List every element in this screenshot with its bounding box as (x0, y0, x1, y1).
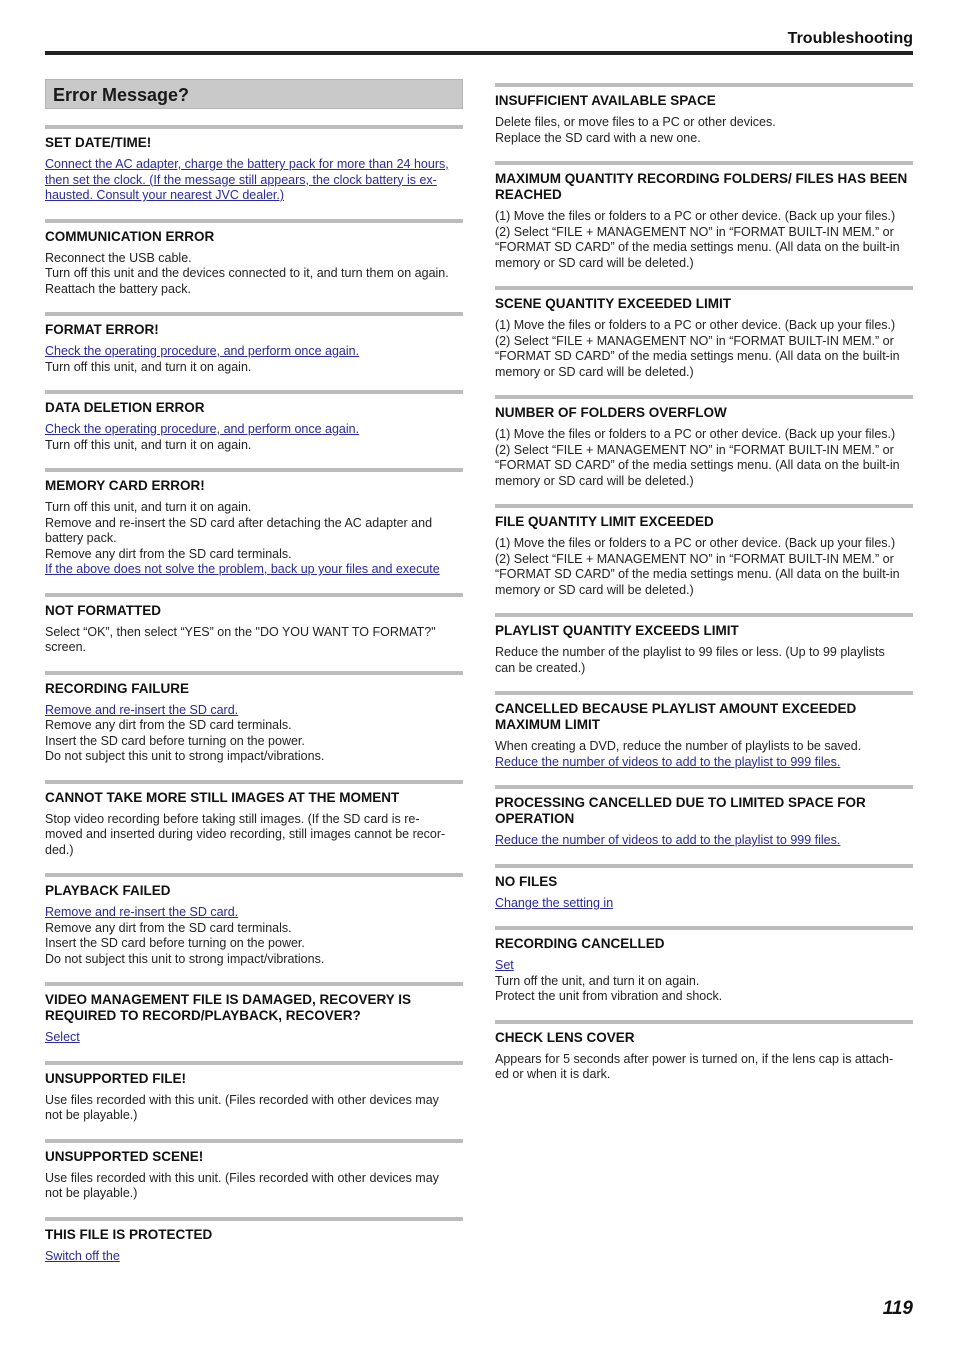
description-text: (2) Select “FILE + MANAGEMENT NO” in “FORMAT BUILT-IN MEM.” or (495, 333, 894, 348)
description-text: Stop video recording before taking still images. (If the SD card is re- (45, 811, 420, 826)
error-title: FILE QUANTITY LIMIT EXCEEDED (495, 514, 714, 529)
error-title: UNSUPPORTED FILE! (45, 1070, 187, 1086)
error-title: PLAYBACK FAILED (45, 883, 171, 898)
description-text: Appears for 5 seconds after power is turned on, if the lens cap is attach- (495, 1051, 894, 1066)
error-title: CANNOT TAKE MORE STILL IMAGES AT THE MOMENT (45, 789, 400, 805)
description-text: (1) Move the files or folders to a PC or other device. (Back up your files.) (495, 209, 896, 223)
error-title: RECORDING CANCELLED (495, 936, 665, 951)
error-title: MAXIMUM QUANTITY RECORDING FOLDERS/ FILES HAS BEEN REACHED (495, 171, 908, 202)
description-text: Remove any dirt from the SD card terminals. (45, 546, 292, 561)
error-title: PLAYLIST QUANTITY EXCEEDS LIMIT (495, 623, 739, 638)
error-title: NUMBER OF FOLDERS OVERFLOW (495, 405, 727, 420)
left-section-list (45, 125, 463, 1264)
reference-link[interactable]: If the above does not solve the problem, back up your files and execute (45, 562, 440, 576)
description-text: (1) Move the files or folders to a PC or other device. (Back up your files.) (495, 318, 896, 332)
right-section-list (495, 83, 913, 1083)
description-text: (1) Move the files or folders to a PC or other device. (Back up your files.) (495, 427, 896, 441)
reference-link[interactable]: Change the setting in (495, 895, 614, 910)
error-title: COMMUNICATION ERROR (45, 228, 215, 244)
description-text: Remove and re-insert the SD card after detaching the AC adapter and (45, 515, 433, 530)
description-text: When creating a DVD, reduce the number of playlists to be saved. (495, 739, 862, 753)
error-section (45, 468, 463, 578)
error-section (45, 1217, 463, 1265)
description-text: Turn off this unit, and turn it on again. (45, 500, 252, 514)
error-section (495, 286, 913, 380)
description-text: (2) Select “FILE + MANAGEMENT NO” in “FORMAT BUILT-IN MEM.” or (495, 551, 894, 566)
description-text: “FORMAT SD CARD” of the media settings menu. (All data on the built-in (495, 458, 900, 472)
description-text: Insert the SD card before turning on the power. (45, 733, 305, 748)
description-text: Reconnect the USB cable. (45, 250, 192, 265)
reference-link[interactable]: then set the clock. (If the message still appears, the clock battery is ex- (45, 172, 437, 187)
error-title: FORMAT ERROR! (45, 322, 159, 337)
error-section (45, 780, 463, 859)
description-text: Insert the SD card before turning on the power. (45, 936, 305, 950)
description-text: memory or SD card will be deleted.) (495, 473, 694, 488)
description-text: “FORMAT SD CARD” of the media settings menu. (All data on the built-in (495, 240, 900, 254)
left-column (45, 79, 463, 1279)
error-title: VIDEO MANAGEMENT FILE IS DAMAGED, RECOVERY IS REQUIRED TO RECORD/PLAYBACK, RECOVER? (45, 992, 412, 1023)
reference-link[interactable]: Reduce the number of videos to add to the playlist to 999 files. (495, 833, 841, 847)
error-title: DATA DELETION ERROR (45, 400, 205, 415)
error-section (495, 1020, 913, 1083)
error-title: PROCESSING CANCELLED DUE TO LIMITED SPACE FOR OPERATION (495, 795, 866, 826)
description-text: ded.) (45, 842, 74, 857)
description-text: not be playable.) (45, 1186, 138, 1200)
error-title: RECORDING FAILURE (45, 680, 190, 696)
error-title: CHECK LENS COVER (495, 1029, 635, 1045)
description-text: Replace the SD card with a new one. (495, 130, 701, 145)
header-rule (45, 51, 913, 55)
error-section (45, 219, 463, 298)
error-title: UNSUPPORTED SCENE! (45, 1148, 204, 1164)
error-title: SCENE QUANTITY EXCEEDED LIMIT (495, 296, 732, 311)
description-text: Turn off this unit and the devices connected to it, and turn them on again. (45, 266, 449, 280)
reference-link[interactable]: Remove and re-insert the SD card. (45, 905, 239, 919)
description-text: Turn off this unit, and turn it on again. (45, 359, 252, 374)
description-text: screen. (45, 640, 86, 654)
error-title: MEMORY CARD ERROR! (45, 478, 205, 493)
description-text: memory or SD card will be deleted.) (495, 364, 694, 379)
description-text: not be playable.) (45, 1108, 138, 1122)
reference-link[interactable]: Reduce the number of videos to add to the playlist to 999 files. (495, 754, 841, 769)
error-section (45, 390, 463, 453)
right-column (495, 79, 913, 1098)
error-section (45, 1061, 463, 1124)
error-title: INSUFFICIENT AVAILABLE SPACE (495, 93, 716, 108)
description-text: ed or when it is dark. (495, 1067, 611, 1081)
error-title: CANCELLED BECAUSE PLAYLIST AMOUNT EXCEEDED MAXIMUM LIMIT (495, 701, 857, 732)
reference-link[interactable]: hausted. Consult your nearest JVC dealer.) (45, 188, 285, 202)
error-title: NOT FORMATTED (45, 602, 161, 618)
error-section (45, 982, 463, 1046)
reference-link[interactable]: Set (495, 958, 514, 972)
error-section (495, 864, 913, 912)
description-text: battery pack. (45, 531, 117, 545)
reference-link[interactable]: Connect the AC adapter, charge the battery pack for more than 24 hours, (45, 157, 449, 171)
description-text: (2) Select “FILE + MANAGEMENT NO” in “FORMAT BUILT-IN MEM.” or (495, 442, 894, 457)
description-text: memory or SD card will be deleted.) (495, 255, 694, 270)
description-text: Do not subject this unit to strong impact/vibrations. (45, 951, 325, 966)
description-text: Remove any dirt from the SD card terminals. (45, 920, 292, 935)
error-section (45, 125, 463, 204)
description-text: Use files recorded with this unit. (Files recorded with other devices may (45, 1092, 439, 1107)
description-text: (1) Move the files or folders to a PC or other device. (Back up your files.) (495, 536, 896, 550)
page-heading: Error Message? (45, 79, 463, 109)
description-text: (2) Select “FILE + MANAGEMENT NO” in “FORMAT BUILT-IN MEM.” or (495, 224, 894, 239)
reference-link[interactable]: Remove and re-insert the SD card. (45, 702, 239, 717)
description-text: memory or SD card will be deleted.) (495, 582, 694, 597)
page-number: 119 (882, 1298, 913, 1319)
error-section (45, 1139, 463, 1202)
error-section (45, 671, 463, 765)
description-text: Do not subject this unit to strong impact/vibrations. (45, 749, 325, 763)
error-section (495, 613, 913, 676)
description-text: “FORMAT SD CARD” of the media settings menu. (All data on the built-in (495, 567, 900, 581)
error-section (495, 83, 913, 146)
description-text: Delete files, or move files to a PC or other devices. (495, 115, 776, 129)
error-section (495, 504, 913, 598)
reference-link[interactable]: Switch off the (45, 1248, 120, 1263)
error-section (495, 926, 913, 1005)
error-section (45, 873, 463, 967)
reference-link[interactable]: Check the operating procedure, and perform once again. (45, 344, 360, 358)
description-text: Turn off the unit, and turn it on again. (495, 973, 700, 988)
description-text: Use files recorded with this unit. (Files recorded with other devices may (45, 1170, 439, 1185)
error-section (495, 161, 913, 271)
description-text: Select “OK”, then select “YES” on the "DO YOU WANT TO FORMAT?" (45, 624, 436, 639)
description-text: can be created.) (495, 660, 586, 675)
description-text: “FORMAT SD CARD” of the media settings menu. (All data on the built-in (495, 349, 900, 363)
reference-link[interactable]: Check the operating procedure, and perform once again. (45, 422, 360, 436)
description-text: Protect the unit from vibration and shock. (495, 989, 723, 1003)
error-section (495, 691, 913, 770)
error-section (45, 593, 463, 656)
running-header-title: Troubleshooting (787, 30, 913, 47)
description-text: moved and inserted during video recording, still images cannot be recor- (45, 827, 446, 841)
error-title: THIS FILE IS PROTECTED (45, 1226, 213, 1242)
description-text: Reattach the battery pack. (45, 281, 191, 296)
error-title: SET DATE/TIME! (45, 135, 152, 150)
reference-link[interactable]: Select (45, 1030, 80, 1044)
description-text: Turn off this unit, and turn it on again. (45, 437, 252, 452)
error-section (495, 785, 913, 849)
error-section (45, 312, 463, 375)
description-text: Remove any dirt from the SD card terminals. (45, 718, 292, 732)
description-text: Reduce the number of the playlist to 99 files or less. (Up to 99 playlists (495, 645, 885, 659)
error-title: NO FILES (495, 873, 558, 889)
error-section (495, 395, 913, 489)
